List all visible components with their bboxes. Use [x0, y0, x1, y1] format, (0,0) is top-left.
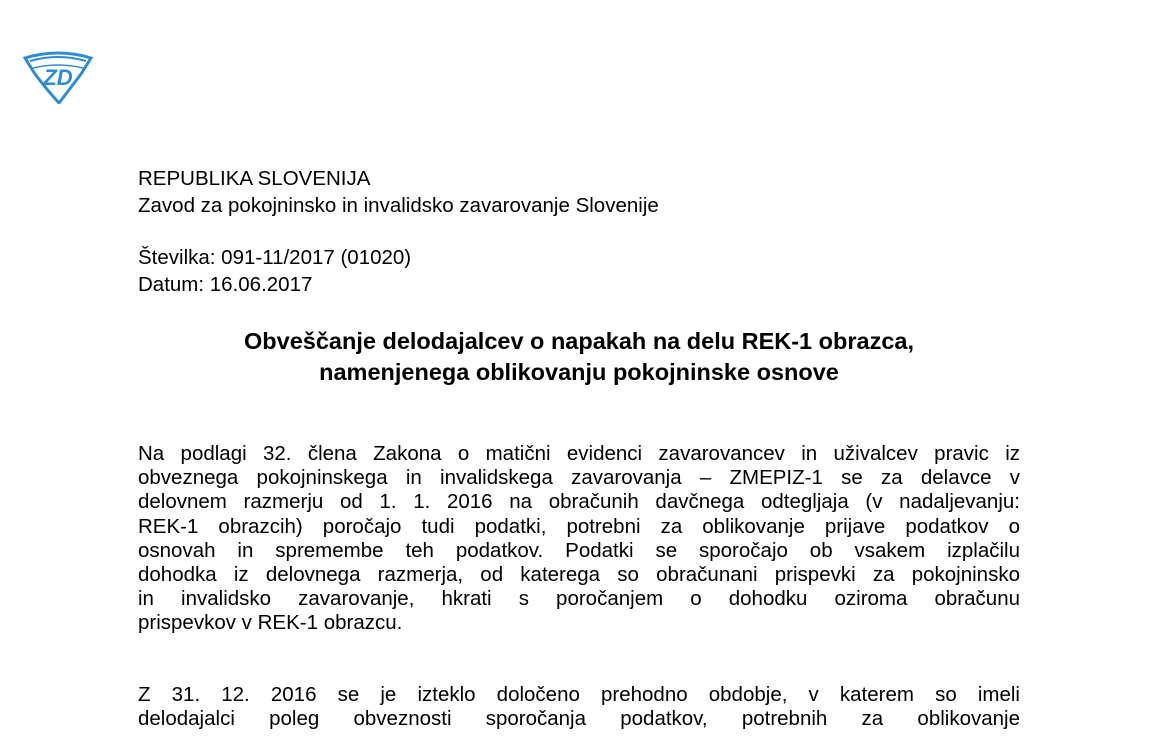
logo-lettering: ZD: [43, 65, 73, 90]
document-number: Številka: 091-11/2017 (01020): [138, 246, 412, 269]
republic-name: REPUBLIKA SLOVENIJA: [138, 167, 371, 190]
paragraph-line: delodajalci poleg obveznosti sporočanja podatkov, potrebnih za oblikovanje: [138, 707, 1020, 731]
paragraph-line: delovnem razmerju od 1. 1. 2016 na obračunih davčnega odtegljaja (v nadaljevanju:: [138, 490, 1020, 514]
document-title: [138, 326, 1020, 388]
paragraph-line: prispevkov v REK-1 obrazcu.: [138, 611, 403, 635]
document-meta: [138, 244, 411, 298]
institute-name: Zavod za pokojninsko in invalidsko zavarovanje Slovenije: [138, 194, 659, 217]
paragraph-line: obveznega pokojninskega in invalidskega zavarovanja – ZMEPIZ-1 se za delavce v: [138, 466, 1020, 490]
body-paragraph-2: [138, 683, 1020, 731]
paragraph-line: in invalidsko zavarovanje, hkrati s poročanjem o dohodku oziroma obračunu: [138, 587, 1020, 611]
paragraph-line: Z 31. 12. 2016 se je izteklo določeno prehodno obdobje, v katerem so imeli: [138, 683, 1020, 706]
title-line: Obveščanje delodajalcev o napakah na delu REK-1 obrazca,: [244, 328, 914, 354]
paragraph-line: REK-1 obrazcih) poročajo tudi podatki, potrebni za oblikovanje prijave podatkov o: [138, 514, 1020, 538]
document-date: Datum: 16.06.2017: [138, 273, 313, 296]
institution-header: [138, 165, 659, 219]
zpiz-shield-logo-icon: [21, 50, 95, 104]
body-paragraph-1: [138, 442, 1020, 636]
paragraph-line: osnovah in spremembe teh podatkov. Podatki se sporočajo ob vsakem izplačilu: [138, 538, 1020, 562]
paragraph-line: Na podlagi 32. člena Zakona o matični evidenci zavarovancev in uživalcev pravic iz: [138, 442, 1020, 465]
title-line: namenjenega oblikovanju pokojninske osnove: [319, 359, 839, 385]
paragraph-line: dohodka iz delovnega razmerja, od katerega so obračunani prispevki za pokojninsko: [138, 563, 1020, 587]
